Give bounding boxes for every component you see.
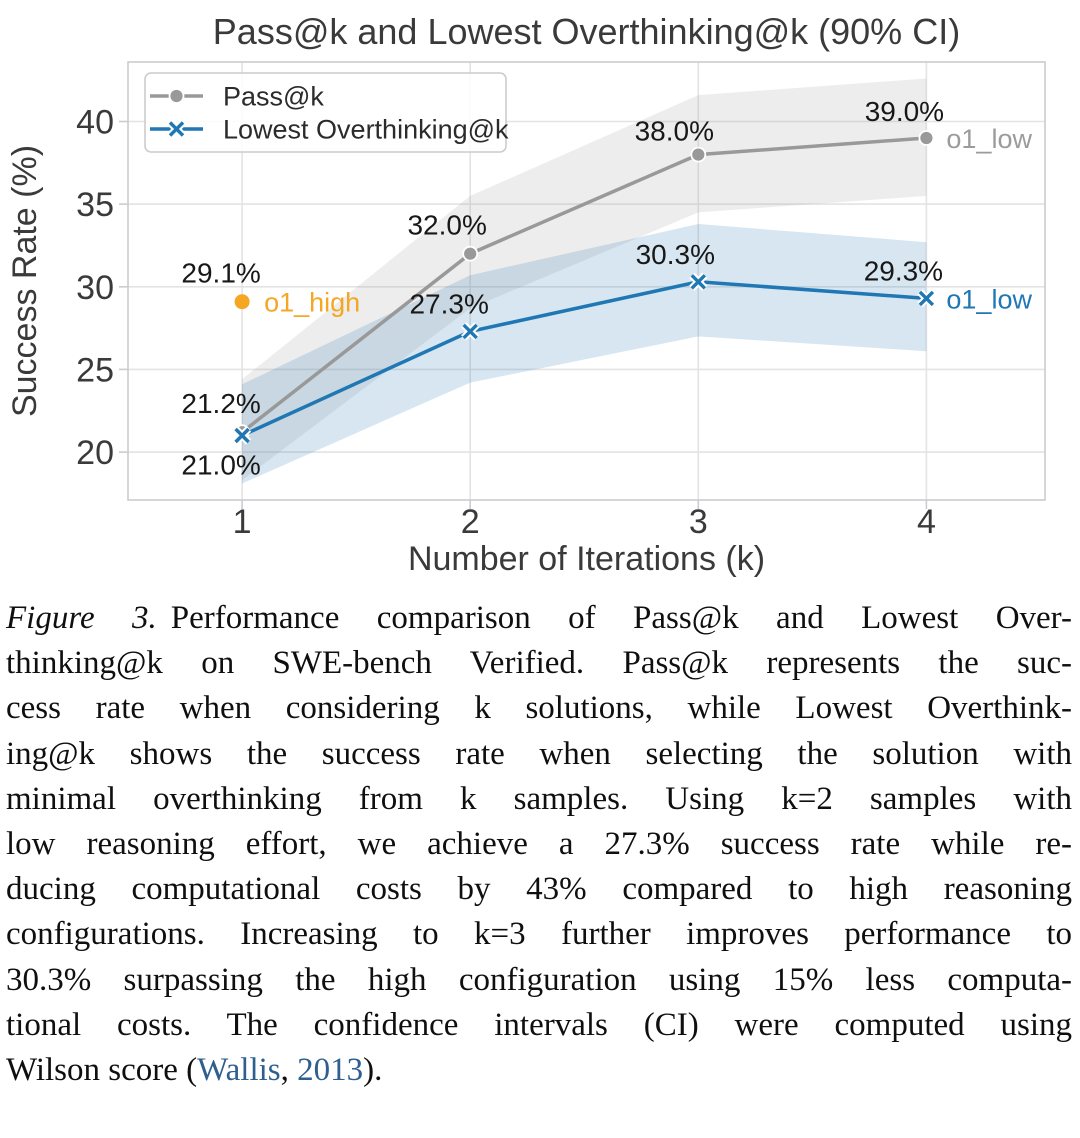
reference-point-o1-high <box>181 258 360 318</box>
caption-text: ). <box>363 1052 383 1089</box>
chart-title: Pass@k and Lowest Overthinking@k (90% CI) <box>212 11 961 52</box>
caption-text: , <box>280 1052 298 1089</box>
figure-caption <box>0 596 1080 1093</box>
y-tick-label: 25 <box>76 351 114 390</box>
caption-text: Wilson score ( <box>6 1052 198 1089</box>
caption-line: thinking@k on SWE-bench Verified. Pass@k represents the suc- <box>6 645 1072 682</box>
x-axis-label: Number of Iterations (k) <box>407 540 766 578</box>
x-tick-label: 4 <box>916 503 936 541</box>
point-label: 27.3% <box>409 288 489 320</box>
caption-line: ing@k shows the success rate when selecting the solution with <box>6 735 1072 772</box>
caption-line: tional costs. The confidence intervals (CI) were computed using <box>6 1006 1072 1043</box>
caption-line: configurations. Increasing to k=3 further improves performance to <box>6 916 1072 953</box>
caption-line: cess rate when considering k solutions, while Lowest Overthink- <box>6 690 1072 727</box>
legend-label-1: Lowest Overthinking@k <box>223 114 509 145</box>
caption-line: ducing computational costs by 43% compared to high reasoning <box>6 871 1072 908</box>
caption-line: low reasoning effort, we achieve a 27.3% success rate while re- <box>6 826 1072 863</box>
point-label: 30.3% <box>635 238 716 270</box>
citation-link-author[interactable]: Wallis <box>197 1052 281 1089</box>
x-tick-label: 2 <box>460 503 480 541</box>
y-tick-label: 20 <box>76 434 114 473</box>
series-end-label: o1_low <box>946 284 1032 315</box>
reference-point-name: o1_high <box>264 287 361 318</box>
point-label: 38.0% <box>634 115 715 147</box>
figure-label: Figure 3. <box>6 600 157 636</box>
x-tick-label: 1 <box>232 503 252 541</box>
point-label: 21.0% <box>181 449 261 481</box>
series-end-label: o1_low <box>946 124 1032 154</box>
point-label: 21.2% <box>181 388 261 420</box>
point-label: 39.0% <box>864 96 945 127</box>
caption-line: 30.3% surpassing the high configuration using 15% less computa- <box>6 961 1072 998</box>
legend-label-0: Pass@k <box>223 81 324 112</box>
y-tick-label: 40 <box>76 103 114 142</box>
y-tick-label: 30 <box>76 268 114 307</box>
citation-link-year[interactable]: 2013 <box>297 1052 364 1089</box>
point-label: 29.3% <box>863 255 944 287</box>
caption-text: Performance comparison of Pass@k and Lowest Over- <box>170 600 1072 636</box>
y-axis-label: Success Rate (%) <box>6 144 44 418</box>
x-tick-label: 3 <box>688 503 708 541</box>
caption-line <box>6 596 1072 641</box>
caption-line: minimal overthinking from k samples. Using k=2 samples with <box>6 780 1072 817</box>
legend <box>145 73 509 152</box>
point-label: 32.0% <box>407 209 487 241</box>
reference-point-value: 29.1% <box>181 257 261 289</box>
y-tick-label: 35 <box>76 186 114 225</box>
caption-last-line <box>6 1048 1072 1093</box>
reference-point-marker <box>235 294 250 309</box>
